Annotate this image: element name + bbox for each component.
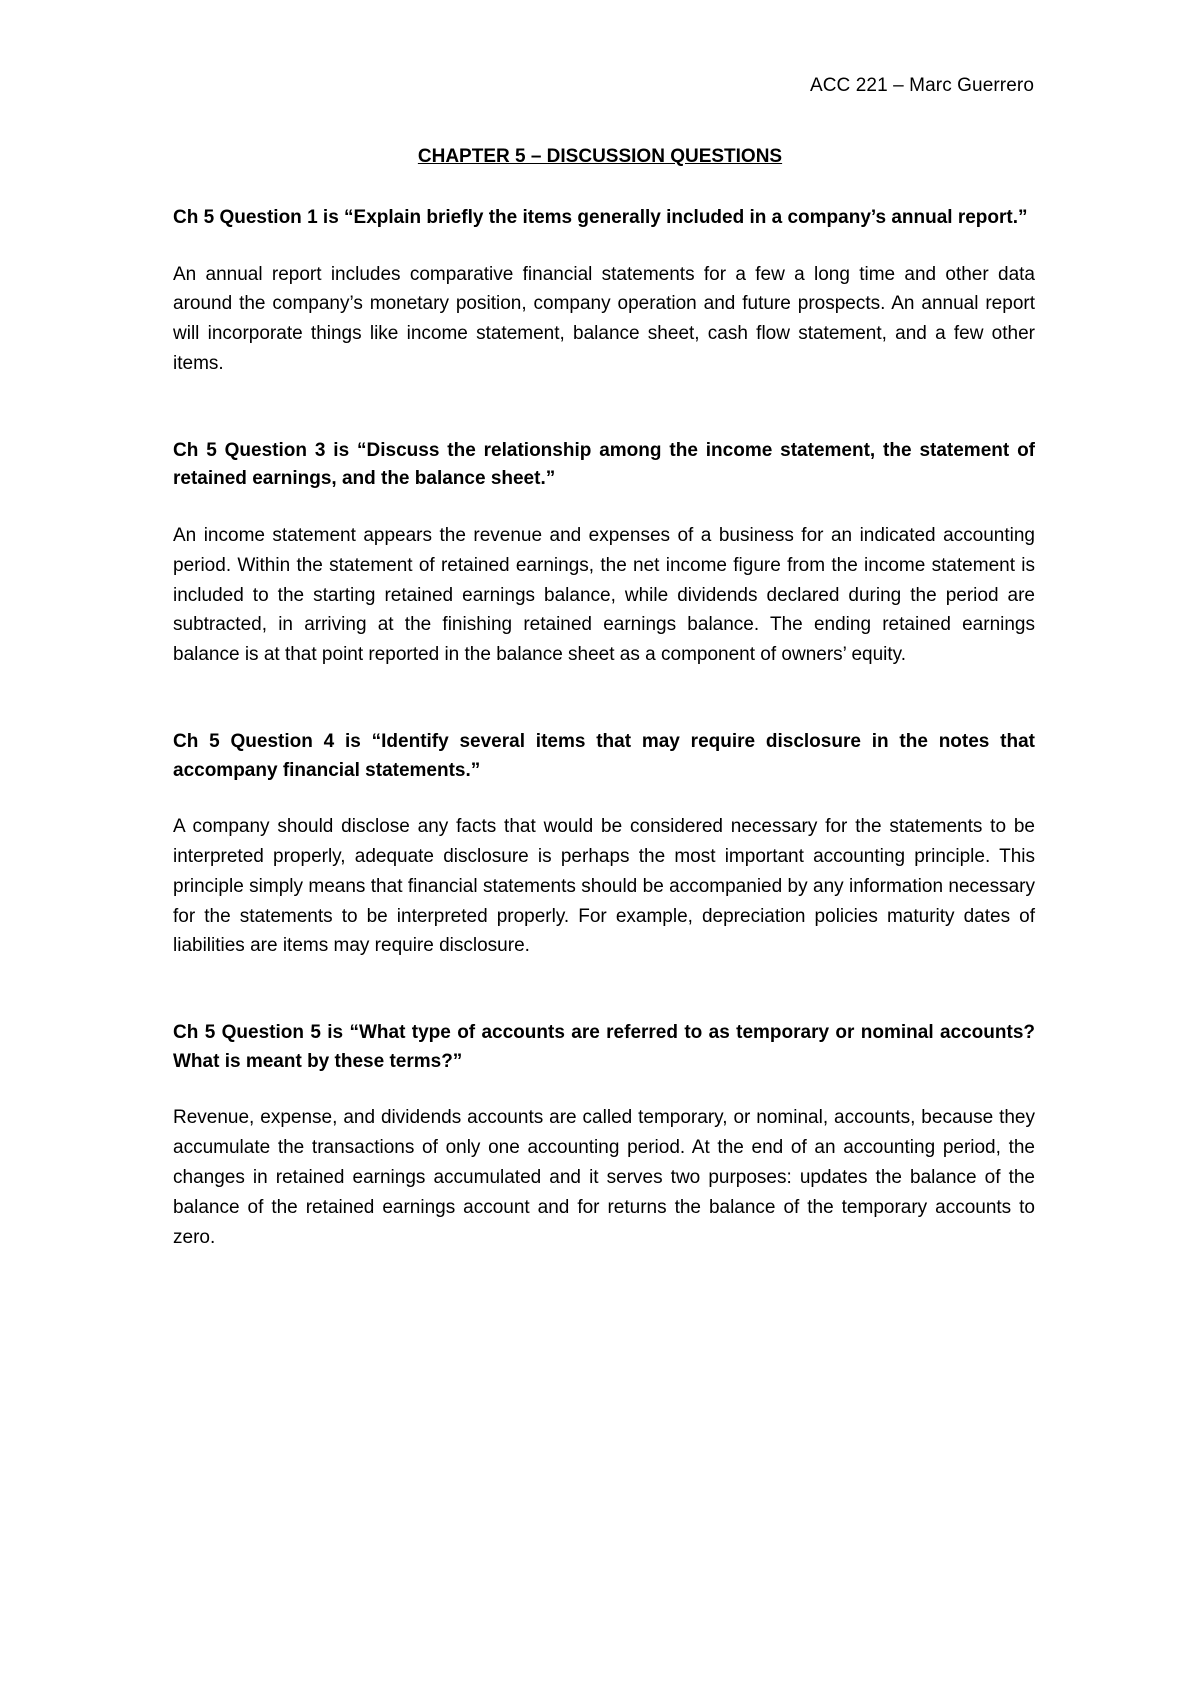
question-section-5 (173, 1019, 1035, 1252)
question-heading: Ch 5 Question 4 is “Identify several items that may require disclosure in the notes that accompany financial statements.” (173, 730, 1035, 781)
answer-paragraph: Revenue, expense, and dividends accounts are called temporary, or nominal, accounts, because they accumulate the transactions of only one accounting period. At the end of an accounting period, the changes in retained earnings accumulated and it serves two purposes: updates the balance of the balance of the retained earnings account and for returns the balance of the temporary accounts to zero. (173, 1107, 1035, 1248)
document-body (173, 204, 1035, 1252)
question-section-4 (173, 728, 1035, 961)
chapter-title: CHAPTER 5 – DISCUSSION QUESTIONS (417, 146, 783, 167)
question-section-1 (173, 204, 1035, 379)
answer-paragraph: A company should disclose any facts that would be considered necessary for the statements to be interpreted properly, adequate disclosure is perhaps the most important accounting principle. This principle simply means that financial statements should be accompanied by any information necessary for the statements to be interpreted properly. For example, depreciation policies maturity dates of liabilities are items may require disclosure. (173, 816, 1035, 957)
header-course-author: ACC 221 – Marc Guerrero (809, 75, 1034, 96)
answer-paragraph: An annual report includes comparative financial statements for a few a long time and other data around the company’s monetary position, company operation and future prospects. An annual report will incorporate things like income statement, balance sheet, cash flow statement, and a few other items. (173, 263, 1035, 374)
question-heading: Ch 5 Question 3 is “Discuss the relationship among the income statement, the statement of retained earnings, and the balance sheet.” (173, 439, 1035, 490)
answer-paragraph: An income statement appears the revenue and expenses of a business for an indicated accounting period. Within the statement of retained earnings, the net income figure from the income statement is included to the starting retained earnings balance, while dividends declared during the period are subtracted, in arriving at the finishing retained earnings balance. The ending retained earnings balance is at that point reported in the balance sheet as a component of owners’ equity. (173, 524, 1035, 666)
question-heading: Ch 5 Question 5 is “What type of accounts are referred to as temporary or nominal accounts? What is meant by these terms?” (173, 1022, 1035, 1072)
question-heading: Ch 5 Question 1 is “Explain briefly the items generally included in a company’s annual report.” (173, 207, 1028, 228)
question-section-3 (173, 437, 1035, 670)
